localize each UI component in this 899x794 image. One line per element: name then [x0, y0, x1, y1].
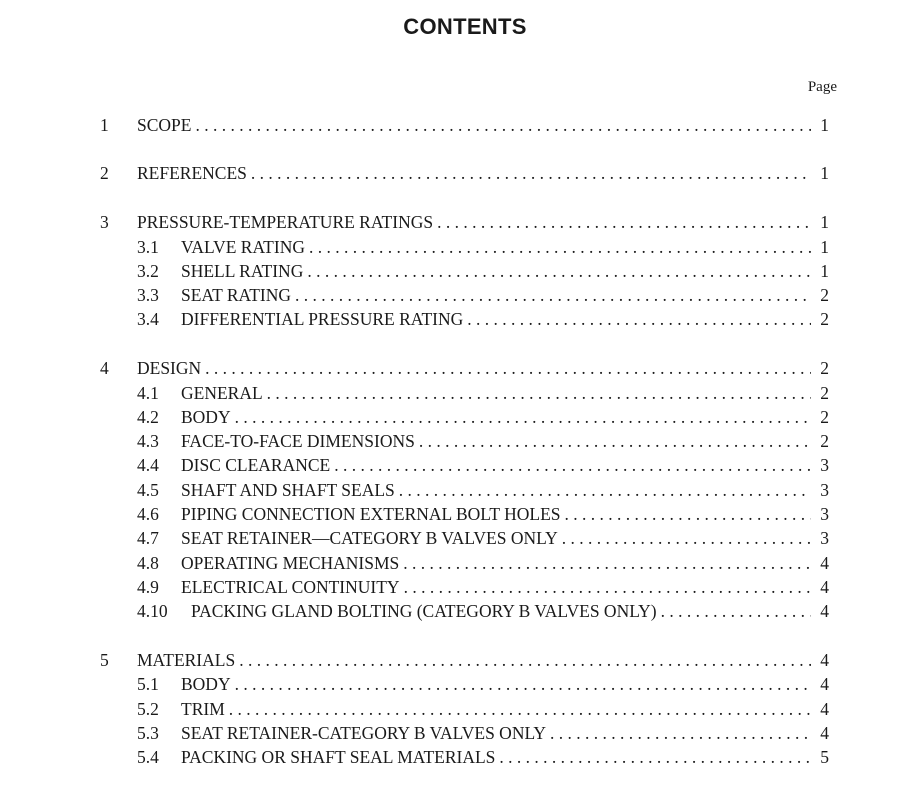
- toc-subsection-entry[interactable]: [0, 381, 899, 405]
- page-column-label: Page: [807, 79, 837, 95]
- toc-entry-title-wrap: [181, 699, 811, 720]
- toc-entry-number: 3.3: [137, 285, 159, 306]
- toc-entry-page-number: 3: [820, 455, 829, 476]
- toc-entry-page-number: 3: [820, 528, 829, 549]
- toc-entry-title: REFERENCES: [137, 163, 247, 184]
- toc-dot-leader: [661, 601, 811, 622]
- toc-entry-title-wrap: [181, 577, 811, 598]
- toc-entry-title-wrap: [181, 383, 811, 404]
- toc-subsection-entry[interactable]: [0, 283, 899, 307]
- toc-dot-leader: [239, 650, 811, 671]
- toc-entry-title: DESIGN: [137, 358, 202, 379]
- toc-entry-page-number: 4: [820, 601, 829, 622]
- toc-entry-title: MATERIALS: [137, 649, 236, 670]
- toc-entry-title: GENERAL: [181, 382, 263, 403]
- toc-entry-title-wrap: [181, 674, 811, 695]
- toc-section-entry[interactable]: [0, 211, 899, 235]
- toc-entry-title: PACKING OR SHAFT SEAL MATERIALS: [181, 747, 496, 768]
- toc-subsection-entry[interactable]: [0, 454, 899, 478]
- toc-entry-number: 3.1: [137, 236, 159, 257]
- toc-section: [0, 162, 899, 186]
- toc-entry-title-wrap: [137, 212, 811, 233]
- toc-entry-title: FACE-TO-FACE DIMENSIONS: [181, 431, 415, 452]
- toc-entry-page-number: 2: [820, 431, 829, 452]
- toc-entry-number: 4.4: [137, 455, 159, 476]
- toc-subsection-entry[interactable]: [0, 235, 899, 259]
- toc-entry-title-wrap: [181, 723, 811, 744]
- toc-entry-number: 5.2: [137, 698, 159, 719]
- toc-entry-title: BODY: [181, 674, 231, 695]
- toc-entry-title: VALVE RATING: [181, 236, 305, 257]
- toc-entry-title: PACKING GLAND BOLTING (CATEGORY B VALVES ONLY): [191, 601, 657, 622]
- toc-section: [0, 211, 899, 332]
- toc-entry-page-number: 2: [820, 309, 829, 330]
- toc-entry-title: BODY: [181, 406, 231, 427]
- toc-dot-leader: [404, 577, 811, 598]
- toc-subsection-entry[interactable]: [0, 405, 899, 429]
- toc-entry-number: 5.3: [137, 722, 159, 743]
- toc-dot-leader: [565, 504, 812, 525]
- toc-entry-page-number: 5: [820, 747, 829, 768]
- toc-entry-page-number: 4: [820, 698, 829, 719]
- toc-subsection-entry[interactable]: [0, 575, 899, 599]
- toc-entry-number: 1: [100, 114, 109, 135]
- toc-dot-leader: [295, 285, 811, 306]
- toc-entry-page-number: 2: [820, 358, 829, 379]
- toc-subsection-entry[interactable]: [0, 673, 899, 697]
- toc-dot-leader: [205, 358, 811, 379]
- toc-entry-title: SHAFT AND SHAFT SEALS: [181, 479, 395, 500]
- toc-entry-number: 5.4: [137, 747, 159, 768]
- toc-entry-page-number: 4: [820, 674, 829, 695]
- toc-entry-title-wrap: [137, 163, 811, 184]
- toc-dot-leader: [267, 383, 811, 404]
- toc-entry-title-wrap: [181, 431, 811, 452]
- toc-entry-page-number: 3: [820, 504, 829, 524]
- toc-entry-page-number: 2: [820, 382, 829, 403]
- toc-entry-title: ELECTRICAL CONTINUITY: [181, 576, 400, 597]
- toc-dot-leader: [403, 553, 811, 574]
- table-of-contents: [0, 113, 899, 794]
- toc-entry-number: 4.3: [137, 431, 159, 452]
- toc-dot-leader: [467, 309, 811, 330]
- toc-entry-title: SEAT RETAINER—CATEGORY B VALVES ONLY: [181, 528, 558, 549]
- toc-entry-page-number: 1: [820, 212, 829, 233]
- toc-entry-title-wrap: [181, 407, 811, 428]
- toc-entry-page-number: 2: [820, 285, 829, 306]
- toc-entry-number: 4.7: [137, 528, 159, 549]
- toc-section: [0, 357, 899, 624]
- toc-dot-leader: [229, 699, 811, 720]
- toc-subsection-entry[interactable]: [0, 697, 899, 721]
- toc-dot-leader: [562, 528, 811, 549]
- toc-subsection-entry[interactable]: [0, 551, 899, 575]
- toc-entry-page-number: 1: [820, 163, 829, 184]
- toc-entry-number: 2: [100, 163, 109, 184]
- toc-dot-leader: [309, 237, 811, 258]
- toc-entry-number: 4.2: [137, 406, 159, 427]
- toc-section-entry[interactable]: [0, 162, 899, 186]
- toc-entry-title-wrap: [181, 553, 811, 574]
- toc-entry-title-wrap: [181, 747, 811, 768]
- toc-dot-leader: [307, 261, 811, 282]
- toc-entry-page-number: 1: [820, 114, 829, 135]
- toc-dot-leader: [235, 407, 811, 428]
- toc-entry-number: 3.2: [137, 260, 159, 281]
- toc-subsection-entry[interactable]: [0, 308, 899, 332]
- toc-subsection-entry[interactable]: [0, 259, 899, 283]
- toc-entry-title-wrap: [191, 601, 811, 622]
- toc-entry-title: SHELL RATING: [181, 260, 304, 281]
- toc-entry-title-wrap: [181, 237, 811, 258]
- toc-dot-leader: [195, 115, 811, 136]
- toc-subsection-entry[interactable]: [0, 527, 899, 551]
- toc-entry-page-number: 4: [820, 576, 829, 597]
- toc-dot-leader: [399, 480, 811, 501]
- toc-dot-leader: [437, 212, 811, 233]
- toc-entry-number: 3: [100, 212, 109, 233]
- toc-entry-number: 4.1: [137, 382, 159, 403]
- toc-entry-number: 4.6: [137, 504, 159, 524]
- toc-dot-leader: [334, 455, 811, 476]
- toc-entry-title-wrap: [137, 115, 811, 136]
- toc-entry-number: 4.8: [137, 552, 159, 573]
- toc-subsection-entry[interactable]: [0, 721, 899, 745]
- toc-entry-page-number: 4: [820, 649, 829, 670]
- toc-entry-title-wrap: [137, 358, 811, 379]
- toc-entry-title-wrap: [181, 309, 811, 330]
- toc-entry-number: 4.10: [137, 601, 168, 622]
- toc-entry-title: DISC CLEARANCE: [181, 455, 331, 476]
- toc-subsection-entry[interactable]: [0, 429, 899, 453]
- toc-entry-number: 5.1: [137, 674, 159, 695]
- toc-entry-title: PIPING CONNECTION EXTERNAL BOLT HOLES: [181, 504, 561, 524]
- toc-entry-title: OPERATING MECHANISMS: [181, 552, 400, 573]
- toc-entry-number: 4: [100, 358, 109, 379]
- toc-section: [0, 113, 899, 137]
- toc-entry-title: TRIM: [181, 698, 225, 719]
- page-title: CONTENTS: [403, 14, 527, 39]
- toc-entry-page-number: 4: [820, 552, 829, 573]
- toc-entry-number: 3.4: [137, 309, 159, 330]
- toc-entry-number: 5: [100, 649, 109, 670]
- toc-entry-number: 4.5: [137, 479, 159, 500]
- toc-dot-leader: [419, 431, 811, 452]
- toc-dot-leader: [251, 163, 811, 184]
- toc-entry-title-wrap: [181, 455, 811, 476]
- toc-subsection-entry[interactable]: [0, 600, 899, 624]
- toc-entry-page-number: 1: [820, 260, 829, 281]
- toc-dot-leader: [235, 674, 811, 695]
- toc-subsection-entry[interactable]: [0, 502, 899, 526]
- toc-subsection-entry[interactable]: [0, 478, 899, 502]
- toc-dot-leader: [499, 747, 811, 768]
- toc-entry-title-wrap: [181, 504, 811, 525]
- toc-entry-title: SEAT RATING: [181, 285, 292, 306]
- toc-entry-title: SEAT RETAINER-CATEGORY B VALVES ONLY: [181, 722, 547, 743]
- toc-entry-title: DIFFERENTIAL PRESSURE RATING: [181, 309, 464, 330]
- toc-entry-page-number: 3: [820, 479, 829, 500]
- toc-section-entry[interactable]: [0, 648, 899, 672]
- toc-entry-title-wrap: [181, 528, 811, 549]
- toc-subsection-entry[interactable]: [0, 746, 899, 770]
- toc-entry-title-wrap: [137, 650, 811, 671]
- toc-entry-number: 4.9: [137, 576, 159, 597]
- toc-entry-title: PRESSURE-TEMPERATURE RATINGS: [137, 212, 434, 233]
- toc-entry-title-wrap: [181, 480, 811, 501]
- toc-entry-page-number: 2: [820, 406, 829, 427]
- toc-entry-page-number: 1: [820, 236, 829, 257]
- toc-entry-title: SCOPE: [137, 114, 192, 135]
- toc-section-entry[interactable]: [0, 357, 899, 381]
- toc-dot-leader: [550, 723, 811, 744]
- toc-entry-title-wrap: [181, 261, 811, 282]
- toc-section-entry[interactable]: [0, 113, 899, 137]
- toc-entry-title-wrap: [181, 285, 811, 306]
- toc-entry-page-number: 4: [820, 722, 829, 743]
- toc-section: [0, 648, 899, 769]
